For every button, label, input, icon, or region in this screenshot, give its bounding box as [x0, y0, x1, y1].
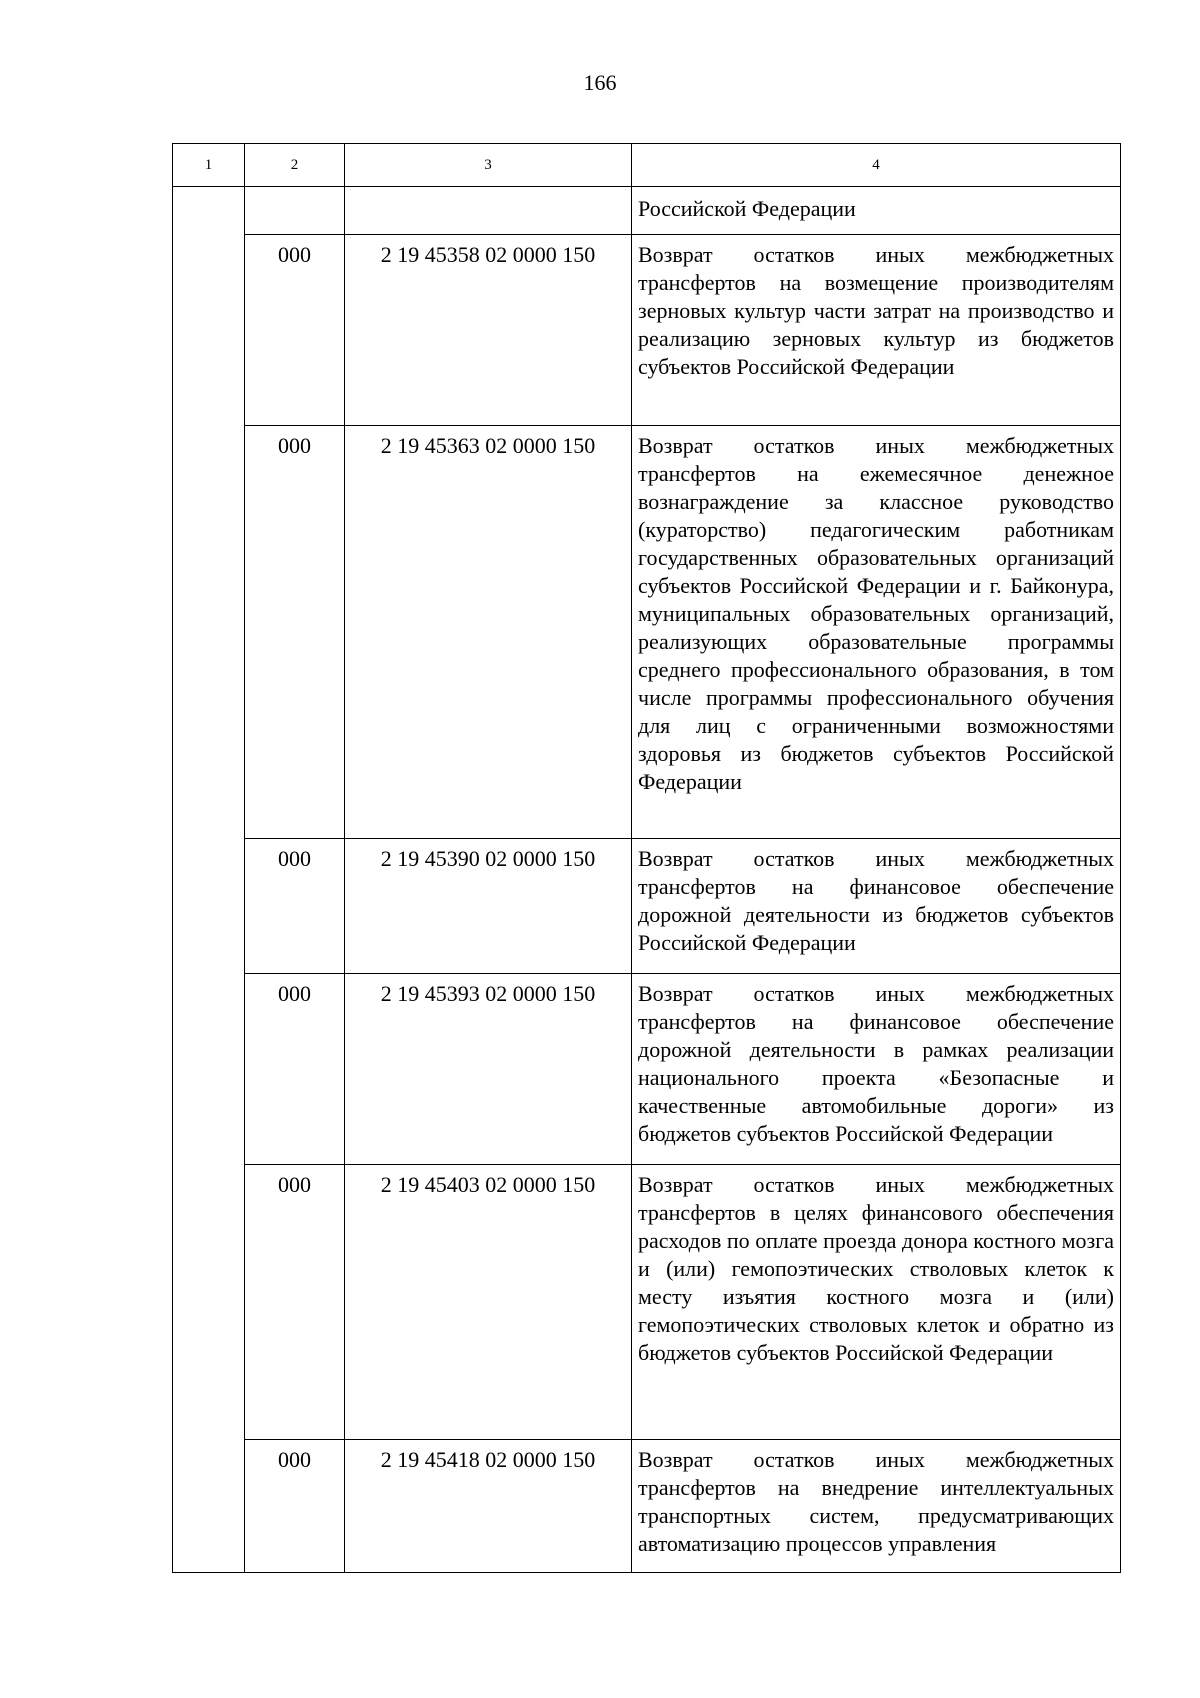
table-row [173, 974, 1121, 1165]
column-header-1: 1 [173, 144, 245, 187]
admin-code-cell: 000 [245, 235, 345, 426]
column-header-4: 4 [632, 144, 1121, 187]
budget-code-cell: 2 19 45363 02 0000 150 [345, 426, 632, 839]
table-row [173, 839, 1121, 974]
budget-code-cell: 2 19 45418 02 0000 150 [345, 1440, 632, 1573]
description-cell: Возврат остатков иных межбюджетных трансфертов на внедрение интеллектуальных транспортных систем, предусматривающих автоматизацию процессов управления [632, 1440, 1121, 1573]
description-cell: Возврат остатков иных межбюджетных трансфертов на возмещение производителям зерновых культур части затрат на производство и реализацию зерновых культур из бюджетов субъектов Российской Федерации [632, 235, 1121, 426]
table-row [173, 1165, 1121, 1440]
description-cell: Возврат остатков иных межбюджетных трансфертов в целях финансового обеспечения расходов по оплате проезда донора костного мозга и (или) гемопоэтических стволовых клеток к месту изъятия костного мозга и (или) гемопоэтических стволовых клеток и обратно из бюджетов субъектов Российской Федерации [632, 1165, 1121, 1440]
description-cell: Возврат остатков иных межбюджетных трансфертов на финансовое обеспечение дорожной деятельности в рамках реализации национального проекта «Безопасные и качественные автомобильные дороги» из бюджетов субъектов Российской Федерации [632, 974, 1121, 1165]
description-cell: Возврат остатков иных межбюджетных трансфертов на финансовое обеспечение дорожной деятельности из бюджетов субъектов Российской Федерации [632, 839, 1121, 974]
budget-code-cell: 2 19 45403 02 0000 150 [345, 1165, 632, 1440]
budget-code-cell: 2 19 45393 02 0000 150 [345, 974, 632, 1165]
admin-code-cell: 000 [245, 974, 345, 1165]
column-header-3: 3 [345, 144, 632, 187]
description-cell: Российской Федерации [632, 187, 1121, 235]
table-header-row [173, 144, 1121, 187]
admin-code-cell: 000 [245, 1440, 345, 1573]
column-header-2: 2 [245, 144, 345, 187]
admin-code-cell: 000 [245, 839, 345, 974]
admin-code-cell: 000 [245, 1165, 345, 1440]
table-row [173, 1440, 1121, 1573]
budget-code-cell [345, 187, 632, 235]
table-row-continuation [173, 187, 1121, 235]
admin-code-cell: 000 [245, 426, 345, 839]
table-row [173, 426, 1121, 839]
budget-code-cell: 2 19 45390 02 0000 150 [345, 839, 632, 974]
admin-code-cell [245, 187, 345, 235]
column-1-cell [173, 187, 245, 1573]
budget-classification-table [172, 143, 1121, 1573]
table-row [173, 235, 1121, 426]
budget-code-cell: 2 19 45358 02 0000 150 [345, 235, 632, 426]
page-number: 166 [583, 70, 617, 95]
description-cell: Возврат остатков иных межбюджетных трансфертов на ежемесячное денежное вознаграждение за классное руководство (кураторство) педагогическим работникам государственных образовательных организаций субъектов Российской Федерации и г. Байконура, муниципальных образовательных организаций, реализующих образовательные программы среднего профессионального образования, в том числе программы профессионального обучения для лиц с ограниченными возможностями здоровья из бюджетов субъектов Российской Федерации [632, 426, 1121, 839]
